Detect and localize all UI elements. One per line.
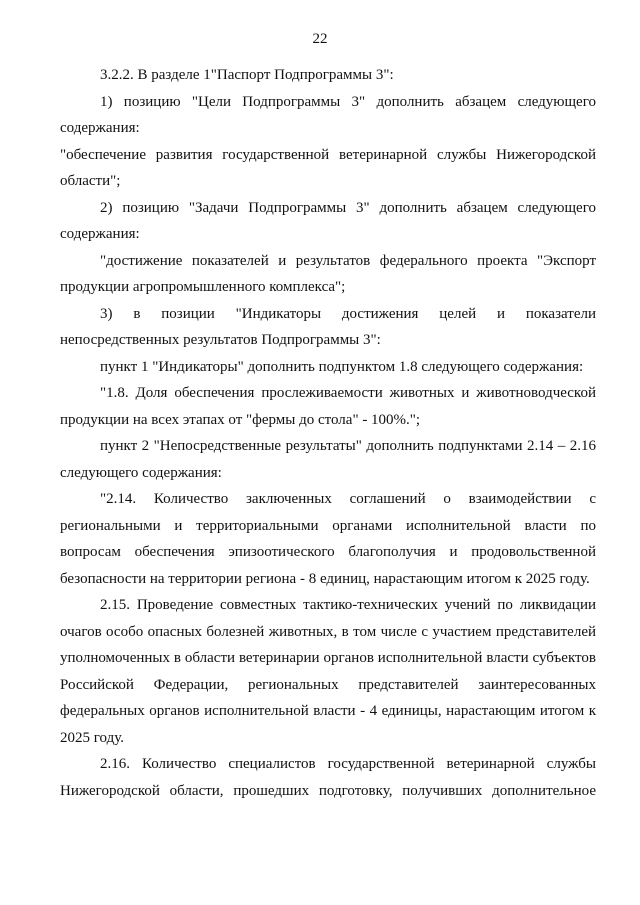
document-body [60, 62, 596, 804]
paragraph-point-1: пункт 1 "Индикаторы" дополнить подпунктом 1.8 следующего содержания: [100, 358, 584, 375]
paragraph-subpoint-2-16: 2.16. Количество специалистов государственной ветеринарной службы Нижегородской области, прошедших подготовку, получивших дополнительное [60, 756, 596, 799]
paragraph-task-text: "достижение показателей и результатов федерального проекта "Экспорт продукции агропромышленного комплекса"; [60, 252, 596, 295]
paragraph-3-2-2-header: 3.2.2. В разделе 1"Паспорт Подпрограммы 3": [100, 67, 394, 83]
paragraph-goal-text: "обеспечение развития государственной ветеринарной службы Нижегородской области"; [60, 146, 596, 189]
paragraph-item-1-goals: 1) позицию "Цели Подпрограммы 3" дополнить абзацем следующего содержания: [60, 93, 596, 136]
paragraph-subpoint-1-8: "1.8. Доля обеспечения прослеживаемости животных и животноводческой продукции на всех этапах от "фермы до стола" - 100%."; [60, 385, 596, 428]
paragraph-item-3-indicators: 3) в позиции "Индикаторы достижения целей и показатели непосредственных результатов Подпрограммы 3": [60, 305, 596, 348]
page-number: 22 [312, 31, 328, 47]
paragraph-item-2-tasks: 2) позицию "Задачи Подпрограммы 3" дополнить абзацем следующего содержания: [60, 199, 596, 242]
paragraph-point-2: пункт 2 "Непосредственные результаты" дополнить подпунктами 2.14 – 2.16 следующего содержания: [60, 438, 596, 481]
paragraph-subpoint-2-15: 2.15. Проведение совместных тактико-технических учений по ликвидации очагов особо опасных болезней животных, в том числе с участием представителей уполномоченных в области ветеринарии органов исполнительной власти субъектов Российской Федерации, региональных представителей заинтересованных федеральных органов исполнительной власти - 4 единицы, нарастающим итогом к 2025 году. [60, 597, 596, 746]
paragraph-subpoint-2-14: "2.14. Количество заключенных соглашений о взаимодействии с региональными и территориальными органами исполнительной власти по вопросам обеспечения эпизоотического благополучия и продовольственной безопасности на территории региона - 8 единиц, нарастающим итогом к 2025 году. [60, 491, 596, 587]
